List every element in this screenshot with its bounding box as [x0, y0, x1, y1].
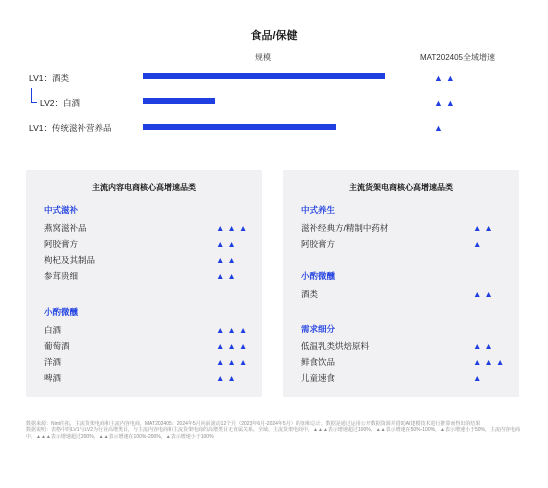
scale-bar — [143, 98, 215, 104]
list-item: 枸杞及其制品 — [44, 255, 96, 265]
scale-bar — [143, 124, 336, 130]
list-item: 低温乳类烘焙原料 — [301, 341, 370, 351]
growth-triangles: ▲▲ — [434, 73, 458, 83]
growth-triangles: ▲▲ — [473, 289, 496, 299]
growth-triangles: ▲▲▲ — [216, 341, 251, 351]
growth-triangles: ▲▲▲ — [216, 357, 251, 367]
growth-triangles: ▲▲▲ — [216, 223, 251, 233]
content-ecommerce-panel — [26, 170, 262, 397]
growth-triangles: ▲▲ — [473, 223, 496, 233]
growth-triangles: ▲▲ — [216, 255, 239, 265]
list-item: 阿胶膏方 — [301, 239, 336, 249]
growth-triangles: ▲▲ — [434, 98, 458, 108]
panel-title: 主流内容电商核心高增速品类 — [92, 183, 196, 192]
overview-row-label: LV1：酒类 — [29, 73, 69, 83]
growth-triangles: ▲▲ — [216, 239, 239, 249]
section-title: 中式养生 — [301, 205, 336, 215]
list-item: 白酒 — [44, 325, 62, 335]
list-item: 燕窝滋补品 — [44, 223, 87, 233]
list-item: 儿童速食 — [301, 373, 336, 383]
section-title: 中式滋补 — [44, 205, 79, 215]
growth-triangles: ▲ — [473, 373, 485, 383]
section-title: 小酌微醺 — [301, 271, 336, 281]
list-item: 鲜食饮品 — [301, 357, 336, 367]
footnote-explanation: 数据说明：表格中的LV1与LV2为行业高增类目，与主流内容电商和主流货架电商的高增类目无直属关系。全域、主流货架电商中，▲▲▲表示增速超过100%，▲▲表示增速在50%-100%，▲表示增速小于50%，主流内容电商中，▲▲▲表示增速超过200%，▲▲表示增速在100%-200%，▲表示增速小于100% — [26, 427, 521, 440]
growth-triangles: ▲ — [434, 123, 446, 133]
growth-triangles: ▲▲ — [216, 271, 239, 281]
growth-triangles: ▲ — [473, 239, 485, 249]
page-title: 食品/保健 — [250, 30, 298, 42]
growth-triangles: ▲▲ — [216, 373, 239, 383]
list-item: 啤酒 — [44, 373, 62, 383]
growth-column-header: MAT202405全域增速 — [420, 53, 495, 62]
section-title: 小酌微醺 — [44, 307, 79, 317]
panel-title: 主流货架电商核心高增速品类 — [349, 183, 453, 192]
growth-triangles: ▲▲▲ — [473, 357, 508, 367]
list-item: 洋酒 — [44, 357, 62, 367]
growth-triangles: ▲▲▲ — [216, 325, 251, 335]
overview-row-label: LV2：白酒 — [40, 98, 80, 108]
shelf-ecommerce-panel — [283, 170, 519, 397]
list-item: 阿胶膏方 — [44, 239, 79, 249]
growth-triangles: ▲▲ — [473, 341, 496, 351]
list-item: 酒类 — [301, 289, 319, 299]
overview-row-label: LV1：传统滋补营养品 — [29, 123, 112, 133]
scale-bar — [143, 73, 385, 79]
hierarchy-connector — [31, 88, 37, 103]
list-item: 滋补经典方/精制中药材 — [301, 223, 389, 233]
list-item: 参茸贵细 — [44, 271, 79, 281]
section-title: 需求细分 — [301, 324, 336, 334]
scale-column-header: 规模 — [255, 53, 271, 62]
footnote — [26, 421, 522, 440]
list-item: 葡萄酒 — [44, 341, 70, 351]
footnote-source: 数据来源：Nint任拓，主流货架电商和主流内容电商，MAT202405：2024年5月向前滚动12个月（2023年6月-2024年5月）的加和总计。数据是通过运用公开数据资源并借助AI建模技术进行推算而得出的结果 — [26, 421, 481, 427]
